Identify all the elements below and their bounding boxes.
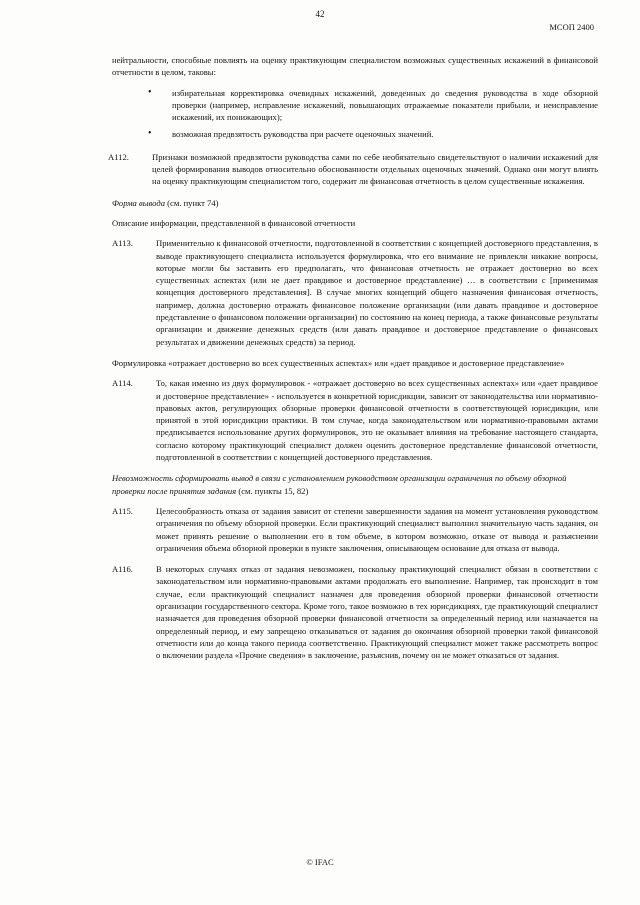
heading-italic: Форма вывода	[112, 197, 166, 208]
paragraph-text: Признаки возможной предвзятости руководства сами по себе необязательно свидетельствуют о наличии искажений для целей формирования выводов относительно обоснованности отдельных оценочных значений. Однако они могут влиять на оценку практикующим специалистом того, содержит ли финансовая отчетность в целом существенные искажения.	[152, 151, 598, 187]
paragraph-a116	[112, 563, 598, 661]
heading-inability	[112, 472, 598, 497]
bullet-icon: •	[148, 128, 152, 140]
paragraph-number: A113.	[112, 238, 133, 249]
heading-ref: (см. пункт 74)	[165, 197, 219, 208]
bullet-text: избирательная корректировка очевидных искажений, доведенных до сведения руководства в ходе обзорной проверки (например, исправление искажений, повышающих отражаемые показатели прибыли, и неисправление искажений, их понижающих);	[172, 87, 598, 123]
paragraph-text: То, какая именно из двух формулировок - «отражает достоверно во всех существенных аспектах» или «дает правдивое и достоверное представление» - используется в конкретной юрисдикции, зависит от законодательства или нормативно-правовых актов, регулирующих обзорные проверки финансовой отчетности в соответствующей юрисдикции, или принятой в этой юрисдикции практики. В том случае, когда законодательством или нормативно-правовыми актами предписывается использование других формулировок, это не оказывает влияния на требование настоящего стандарта, согласно которому практикующий специалист должен оценить достоверное представление финансовой отчетности, подготовленной в соответствии с концепцией достоверного представления.	[156, 378, 598, 463]
heading-italic: Невозможность сформировать вывод в связи с установлением руководством организации ограничения по объему обзорной проверки после принятия задания	[112, 473, 567, 496]
list-item	[112, 87, 598, 124]
paragraph-a112	[108, 151, 598, 188]
paragraph-a115	[112, 505, 598, 554]
paragraph-number: A116.	[112, 564, 133, 575]
paragraph-text: В некоторых случаях отказ от задания невозможен, поскольку практикующий специалист обязан в соответствии с законодательством или нормативно-правовыми актами продолжать его выполнение. Например, так происходит в том случае, если практикующий специалист назначен для проведения обзорной проверки финансовой отчетности организации государственного сектора. Кроме того, такое возможно в тех юрисдикциях, где практикующий специалист назначается для проведения обзорной проверки финансовой отчетности за определенный период или назначается на определенный период, и ему запрещено отказываться от задания до окончания обзорной проверки такой финансовой отчетности или до конца такого периода соответственно. Практикующий специалист может также рассмотреть вопрос о включении раздела «Прочие сведения» в заключение, разъяснив, почему он не может отказаться от задания.	[156, 564, 598, 661]
paragraph-a114	[112, 377, 598, 463]
heading-wording: Формулировка «отражает достоверно во всех существенных аспектах» или «дает правдивое и достоверное представление»	[112, 357, 565, 368]
bullet-icon: •	[148, 86, 152, 98]
heading-description: Описание информации, представленной в финансовой отчетности	[112, 217, 356, 228]
page-content	[108, 54, 598, 670]
heading-ref: (см. пункты 15, 82)	[236, 485, 309, 496]
paragraph-a113	[112, 237, 598, 348]
heading-form-of-conclusion	[112, 197, 598, 209]
intro-text: нейтральности, способные повлиять на оценку практикующим специалистом возможных существенных искажений в финансовой отчетности в целом, таковы:	[112, 55, 598, 78]
paragraph-number: A115.	[112, 505, 133, 516]
footer-copyright: © IFAC	[306, 857, 334, 867]
paragraph-text: Целесообразность отказа от задания зависит от степени завершенности задания на момент установления руководством ограничения по объему обзорной проверки. Если практикующий специалист выполнил значительную часть задания, он может принять решение о выполнении его в том объеме, в котором возможно, отказе от вывода и разъяснении ограничения объема обзорной проверки в пункте заключения, описывающем основание для отказа от вывода.	[156, 505, 598, 553]
bullet-text: возможная предвзятость руководства при расчете оценочных значений.	[172, 129, 434, 140]
page-number: 42	[315, 9, 325, 19]
paragraph-number: A114.	[112, 378, 133, 389]
paragraph-text: Применительно к финансовой отчетности, подготовленной в соответствии с концепцией достоверного представления, в выводе практикующего специалиста используется формулировка, что его внимание не привлекли никакие вопросы, которые могли бы заставить его предполагать, что финансовая отчетность не отражает достоверно во всех существенных аспектах (или не дает правдивое и достоверное представление) … в соответствии с [применимая концепция достоверного представления]. В случае многих концепций общего назначения финансовая отчетность, например, должна достоверно отражать финансовое положение организации (или давать правдивое и достоверное представление о финансовом положении организации) по состоянию на конец периода, а также финансовые результаты организации и движение денежных средств (или давать правдивое и достоверное представление о финансовых результатах и движении денежных средств) за период.	[156, 238, 598, 347]
paragraph-number: A112.	[108, 151, 129, 162]
standard-code: МСОП 2400	[549, 22, 594, 32]
list-item	[112, 128, 598, 140]
